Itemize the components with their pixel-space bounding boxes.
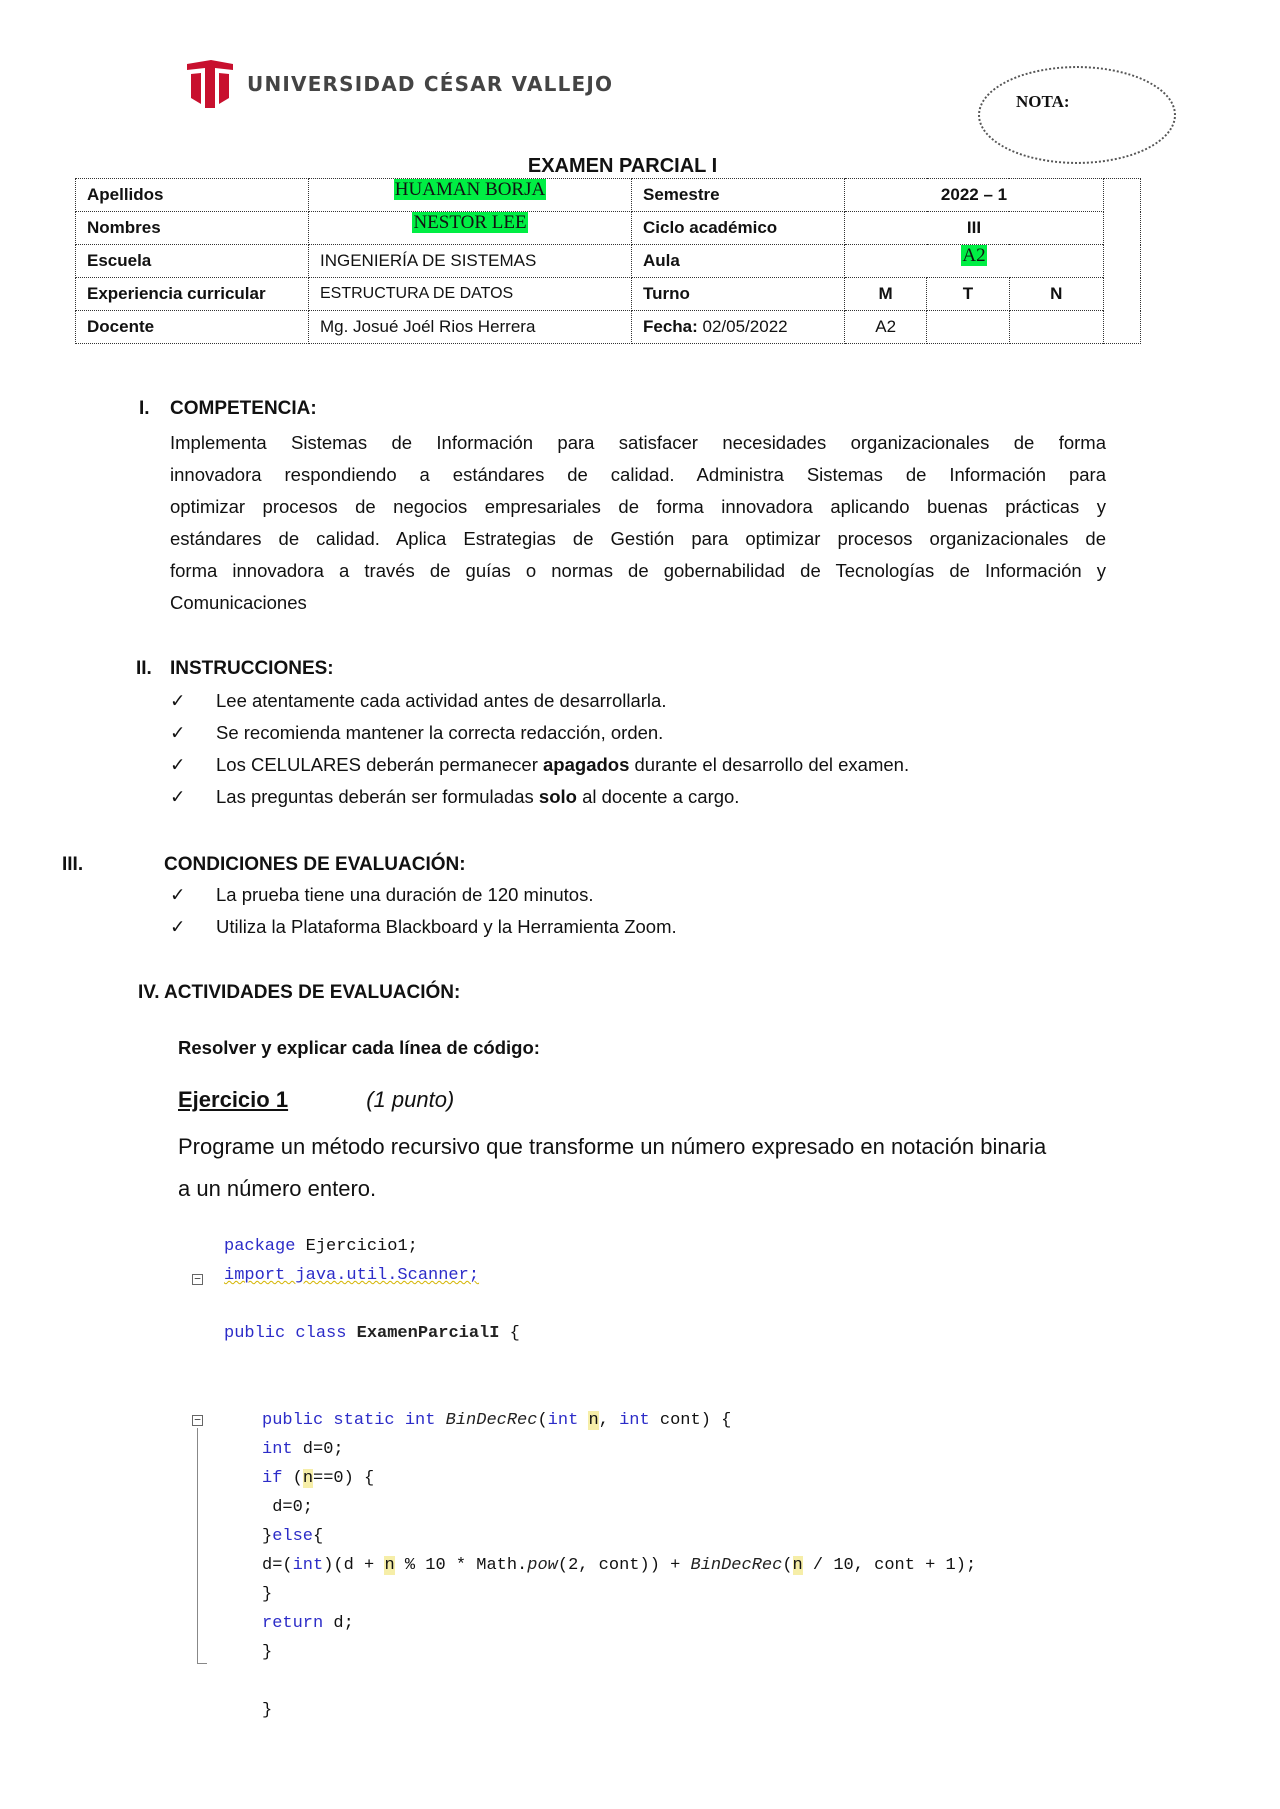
empty-column — [1104, 179, 1141, 344]
experiencia-label: Experiencia curricular — [76, 278, 309, 311]
text-bold: apagados — [543, 754, 630, 775]
table-row — [76, 179, 1141, 212]
check-icon: ✓ — [170, 690, 186, 712]
list-item — [170, 685, 909, 717]
list-item-text — [216, 786, 739, 808]
code-line — [262, 1440, 344, 1459]
turno-label: Turno — [632, 278, 845, 311]
code-text: / 10, cont + 1); — [802, 1556, 977, 1575]
code-line: } — [262, 1643, 273, 1662]
code-text: { — [313, 1527, 324, 1546]
param-highlight: n — [588, 1411, 599, 1430]
instrucciones-list — [170, 685, 909, 813]
code-text: ( — [537, 1411, 548, 1430]
code-line — [224, 1324, 520, 1343]
docente-label: Docente — [76, 311, 309, 344]
code-text: { — [499, 1324, 520, 1343]
param-highlight: n — [384, 1556, 395, 1575]
competencia-line: Implementa Sistemas de Información para satisfacer necesidades organizacionales de forma — [170, 432, 1106, 453]
table-row — [76, 245, 1141, 278]
fecha-label: Fecha: — [643, 317, 698, 336]
keyword: public static int — [262, 1411, 436, 1430]
fold-toggle-icon[interactable]: − — [192, 1415, 203, 1426]
code-text: (2, cont)) + — [557, 1556, 691, 1575]
list-item-text: Lee atentamente cada actividad antes de desarrollarla. — [216, 690, 667, 711]
escuela-label: Escuela — [76, 245, 309, 278]
keyword: int — [619, 1411, 650, 1430]
actividades-subheading: Resolver y explicar cada línea de código: — [178, 1037, 540, 1058]
code-line: } — [262, 1585, 273, 1604]
fold-toggle-icon[interactable]: − — [192, 1274, 203, 1285]
list-item-text: Se recomienda mantener la correcta redacción, orden. — [216, 722, 664, 743]
section-heading-competencia: COMPETENCIA: — [170, 398, 317, 419]
turno-n-empty — [1009, 311, 1103, 344]
exercise-header — [178, 1087, 454, 1113]
ciclo-value: III — [845, 212, 1104, 245]
text-segment: Los CELULARES deberán permanecer — [216, 754, 544, 775]
condiciones-list — [170, 879, 677, 943]
fold-guide-end — [197, 1663, 207, 1664]
aula-cell — [845, 245, 1104, 278]
check-icon: ✓ — [170, 754, 186, 776]
university-logo — [185, 58, 613, 110]
section-heading-instrucciones: INSTRUCCIONES: — [170, 658, 334, 679]
fecha-cell — [632, 311, 845, 344]
code-text: Ejercicio1; — [295, 1237, 418, 1256]
code-line — [262, 1411, 731, 1430]
nombres-value: NESTOR LEE — [413, 212, 527, 233]
semestre-label: Semestre — [632, 179, 845, 212]
turno-t: T — [927, 278, 1009, 311]
keyword: if — [262, 1469, 283, 1488]
table-row — [76, 212, 1141, 245]
code-text: } — [262, 1527, 273, 1546]
code-text: d=( — [262, 1556, 293, 1575]
fecha-value: 02/05/2022 — [697, 317, 788, 336]
code-text: )(d + — [323, 1556, 385, 1575]
list-item — [170, 781, 909, 813]
university-name: UNIVERSIDAD CÉSAR VALLEJO — [247, 72, 614, 96]
code-text: cont) { — [649, 1411, 732, 1430]
code-line — [262, 1614, 354, 1633]
param-highlight: n — [302, 1469, 314, 1488]
text-segment: al docente a cargo. — [576, 786, 740, 807]
section-heading-actividades: IV. ACTIVIDADES DE EVALUACIÓN: — [138, 982, 461, 1003]
code-text: , — [598, 1411, 620, 1430]
code-text: d=0; — [292, 1440, 344, 1459]
code-text: ( — [782, 1556, 793, 1575]
grade-box — [978, 66, 1176, 164]
fold-guide-line — [197, 1428, 198, 1664]
turno-selected: A2 — [845, 311, 927, 344]
section-heading-condiciones: CONDICIONES DE EVALUACIÓN: — [164, 854, 466, 875]
keyword: int — [547, 1411, 579, 1430]
list-item-text: Utiliza la Plataforma Blackboard y la Herramienta Zoom. — [216, 916, 677, 937]
docente-value: Mg. Josué Joél Rios Herrera — [309, 311, 632, 344]
exercise-line: a un número entero. — [178, 1176, 377, 1201]
competencia-text — [170, 427, 1106, 619]
text-segment: Las preguntas deberán ser formuladas — [216, 786, 539, 807]
competencia-line: estándares de calidad. Aplica Estrategias de Gestión para optimizar procesos organizacionales de — [170, 528, 1106, 549]
method-name: BinDecRec — [435, 1411, 538, 1430]
nombres-cell — [309, 212, 632, 245]
grade-label: NOTA: — [1016, 92, 1070, 111]
escuela-value: INGENIERÍA DE SISTEMAS — [309, 245, 632, 278]
turno-n: N — [1009, 278, 1103, 311]
experiencia-value: ESTRUCTURA DE DATOS — [309, 278, 632, 311]
text-bold: solo — [538, 786, 577, 807]
check-icon: ✓ — [170, 884, 186, 906]
keyword: int — [292, 1556, 324, 1575]
code-text: ==0) { — [313, 1469, 375, 1488]
turno-t-empty — [927, 311, 1009, 344]
code-line: import java.util.Scanner; — [224, 1266, 480, 1285]
student-info-table — [75, 178, 1141, 344]
ciclo-label: Ciclo académico — [632, 212, 845, 245]
exam-title: EXAMEN PARCIAL I — [527, 155, 718, 177]
list-item-text: La prueba tiene una duración de 120 minutos. — [216, 884, 594, 905]
list-item — [170, 749, 909, 781]
code-line — [262, 1527, 323, 1546]
list-item — [170, 879, 677, 911]
code-text: % 10 * Math. — [394, 1556, 528, 1575]
code-line — [262, 1469, 374, 1488]
code-line: d=0; — [262, 1498, 314, 1517]
turno-m: M — [845, 278, 927, 311]
keyword: int — [262, 1440, 293, 1459]
exercise-title: Ejercicio 1 — [178, 1087, 289, 1112]
check-icon: ✓ — [170, 786, 186, 808]
nombres-label: Nombres — [76, 212, 309, 245]
check-icon: ✓ — [170, 916, 186, 938]
method-name: BinDecRec — [690, 1556, 783, 1575]
list-item — [170, 911, 677, 943]
exercise-points: (1 punto) — [366, 1087, 455, 1112]
section-num-competencia: I. — [139, 398, 150, 419]
university-emblem-icon — [185, 58, 235, 110]
class-name: ExamenParcialI — [346, 1324, 500, 1343]
apellidos-label: Apellidos — [76, 179, 309, 212]
exercise-statement — [178, 1126, 1046, 1210]
code-line: } — [262, 1701, 273, 1720]
competencia-line: Comunicaciones — [170, 592, 307, 613]
section-num-condiciones: III. — [62, 854, 84, 875]
code-line — [262, 1556, 976, 1575]
aula-value: A2 — [962, 245, 986, 266]
competencia-line: optimizar procesos de negocios empresariales de forma innovadora aplicando buenas prácticas y — [170, 496, 1106, 517]
text-segment: durante el desarrollo del examen. — [629, 754, 910, 775]
competencia-line: forma innovadora a través de guías o normas de gobernabilidad de Tecnologías de Información y — [170, 560, 1106, 581]
keyword: public class — [224, 1324, 347, 1343]
competencia-line: innovadora respondiendo a estándares de calidad. Administra Sistemas de Información para — [170, 464, 1106, 485]
code-text: d; — [323, 1614, 354, 1633]
list-item — [170, 717, 909, 749]
keyword: package — [224, 1237, 296, 1256]
semestre-value: 2022 – 1 — [845, 179, 1104, 212]
section-num-instrucciones: II. — [136, 658, 152, 679]
method-name: pow — [527, 1556, 558, 1575]
list-item-text — [216, 754, 909, 776]
check-icon: ✓ — [170, 722, 186, 744]
code-text: ( — [282, 1469, 303, 1488]
table-row — [76, 278, 1141, 311]
apellidos-cell — [309, 179, 632, 212]
keyword: else — [272, 1527, 314, 1546]
apellidos-value: HUAMAN BORJA — [394, 179, 546, 200]
param-highlight: n — [792, 1556, 803, 1575]
aula-label: Aula — [632, 245, 845, 278]
keyword: return — [262, 1614, 324, 1633]
code-listing — [188, 1237, 1168, 1737]
code-line — [224, 1237, 418, 1256]
exercise-line: Programe un método recursivo que transforme un número expresado en notación binaria — [178, 1134, 1047, 1159]
table-row — [76, 311, 1141, 344]
